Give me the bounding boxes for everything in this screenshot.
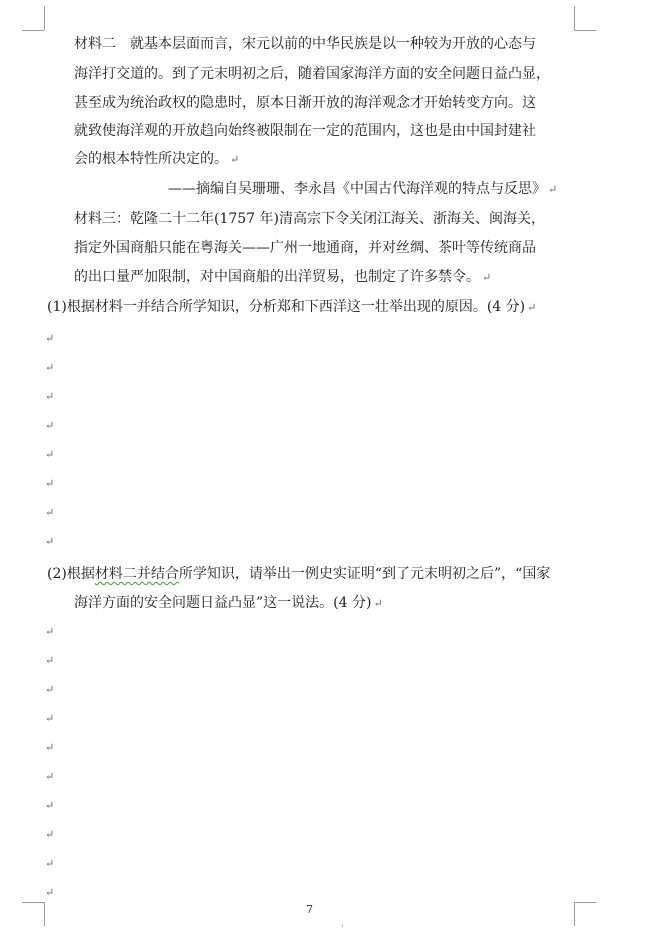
question-2-line-1-wrap (47, 564, 550, 584)
blank-paragraph-mark-icon[interactable]: ↵ (45, 712, 55, 725)
footer-mark: · (341, 922, 344, 932)
crop-mark-bottom-right-h (574, 902, 596, 903)
crop-mark-bottom-right (574, 902, 575, 926)
blank-paragraph-mark-icon[interactable]: ↵ (45, 654, 55, 667)
blank-paragraph-mark-icon[interactable]: ↵ (45, 683, 55, 696)
material-two-line-5: 会的根本特性所决定的。 (74, 151, 228, 167)
blank-paragraph-mark-icon[interactable]: ↵ (45, 477, 55, 490)
material-two-line-4: 就致使海洋观的开放趋向始终被限制在一定的范围内，这也是由中国封建社 (74, 123, 536, 139)
blank-paragraph-mark-icon[interactable]: ↵ (45, 361, 55, 374)
blank-paragraph-mark-icon[interactable]: ↵ (45, 828, 55, 841)
material-two-line-2: 海洋打交道的。到了元末明初之后，随着国家海洋方面的安全问题日益凸显， (74, 66, 550, 82)
blank-paragraph-mark-icon[interactable]: ↵ (45, 419, 55, 432)
blank-paragraph-mark-icon[interactable]: ↵ (45, 741, 55, 754)
blank-paragraph-mark-icon[interactable]: ↵ (45, 625, 55, 638)
question-2-prefix: (2)根据 (47, 566, 95, 582)
paragraph-mark-icon: ↵ (548, 183, 558, 196)
page-number: 7 (306, 903, 313, 916)
blank-paragraph-mark-icon[interactable]: ↵ (45, 770, 55, 783)
blank-paragraph-mark-icon[interactable]: ↵ (45, 886, 55, 899)
blank-paragraph-mark-icon[interactable]: ↵ (45, 390, 55, 403)
crop-mark-top-left (44, 6, 45, 30)
material-two-line-3: 甚至成为统治政权的隐患时，原本日渐开放的海洋观念才开始转变方向。这 (74, 95, 536, 111)
crop-mark-top-left-h (22, 30, 44, 31)
question-2-rest: 所学知识，请举出一例史实证明“到了元末明初之后”，“国家 (178, 566, 551, 582)
material-two-line-1: 材料二 就基本层面而言，宋元以前的中华民族是以一种较为开放的心态与 (74, 36, 536, 52)
material-three-line-1: 材料三：乾隆二十二年(1757 年)清高宗下令关闭江海关、浙海关、闽海关， (74, 211, 546, 227)
crop-mark-bottom-left-h (22, 902, 44, 903)
material-two-line-5-wrap (74, 149, 239, 170)
question-2-line-2-wrap (74, 593, 383, 614)
paragraph-mark-icon: ↵ (230, 153, 240, 166)
material-three-line-2: 指定外国商船只能在粤海关——广州一地通商，并对丝绸、茶叶等传统商品 (74, 240, 536, 256)
paragraph-mark-icon: ↵ (373, 597, 383, 610)
blank-paragraph-mark-icon[interactable]: ↵ (45, 448, 55, 461)
blank-paragraph-mark-icon[interactable]: ↵ (45, 799, 55, 812)
crop-mark-bottom-left (44, 902, 45, 926)
crop-mark-top-right (574, 6, 575, 30)
material-two-source-wrap (168, 179, 557, 200)
crop-mark-top-right-h (574, 30, 596, 31)
blank-paragraph-mark-icon[interactable]: ↵ (45, 506, 55, 519)
material-three-line-3-wrap (74, 267, 491, 288)
blank-paragraph-mark-icon[interactable]: ↵ (45, 857, 55, 870)
paragraph-mark-icon: ↵ (527, 301, 537, 314)
blank-paragraph-mark-icon[interactable]: ↵ (45, 332, 55, 345)
question-1-text: (1)根据材料一并结合所学知识，分析郑和下西洋这一壮举出现的原因。(4 分) (47, 299, 526, 315)
question-1-wrap (47, 297, 536, 318)
material-three-line-3: 的出口量严加限制，对中国商船的出洋贸易，也制定了许多禁令。 (74, 269, 480, 285)
question-2-spellcheck-segment: 材料二并结合 (94, 566, 179, 582)
paragraph-mark-icon: ↵ (482, 271, 492, 284)
question-2-line-2: 海洋方面的安全问题日益凸显”这一说法。(4 分) (74, 595, 372, 611)
material-two-source: ——摘编自吴珊珊、李永昌《中国古代海洋观的特点与反思》 (168, 181, 546, 197)
blank-paragraph-mark-icon[interactable]: ↵ (45, 535, 55, 548)
